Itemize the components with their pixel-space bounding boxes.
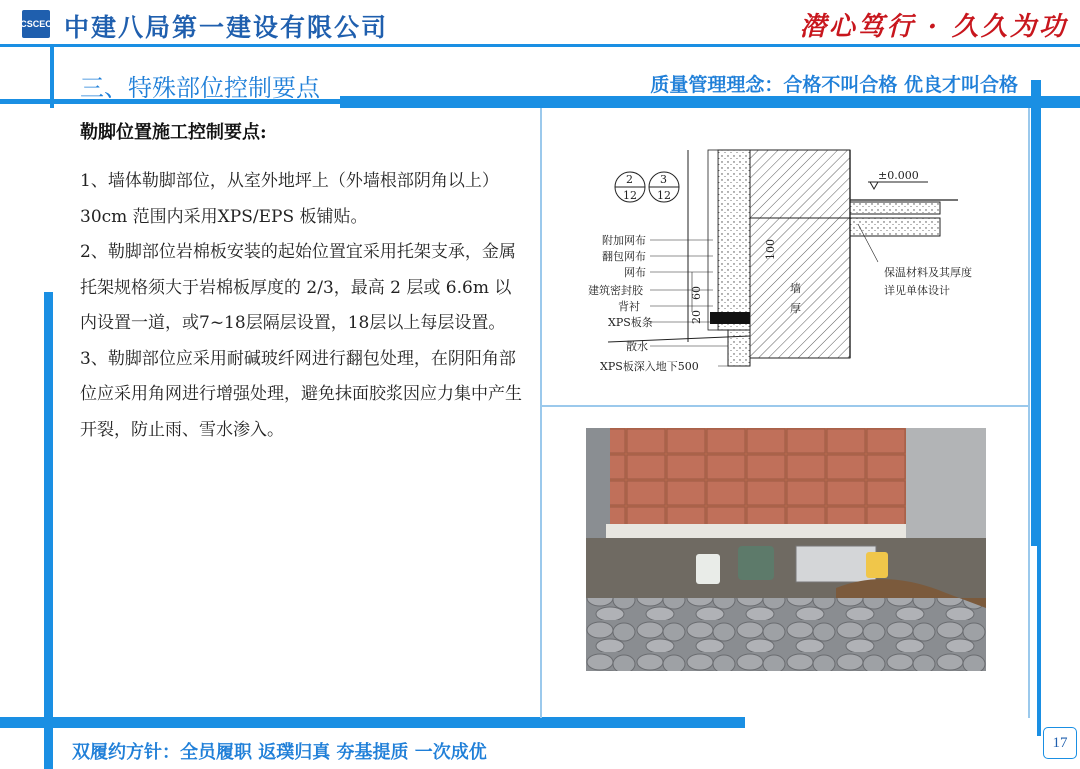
- footer-slogan: 双履约方针：全员履职 返璞归真 夯基提质 一次成优: [72, 742, 487, 763]
- detail-ref-1: [615, 172, 645, 202]
- company-name: 中建八局第一建设有限公司: [64, 13, 389, 42]
- label-wrap-mesh: 翻包网布: [602, 250, 646, 263]
- page-number: 17: [1043, 727, 1077, 759]
- header-rule: [0, 44, 1080, 47]
- company-logo: CSCEC: [22, 10, 50, 38]
- note-line-2: 详见单体设计: [884, 284, 950, 297]
- content-body: [80, 164, 528, 448]
- xps-boards: [606, 428, 906, 528]
- wall-upper: [750, 150, 850, 218]
- dim-wall: 墙: [790, 282, 801, 295]
- detail-ref-1-bottom: 12: [623, 189, 637, 202]
- stone-wall: [586, 598, 986, 671]
- bottom-rule: [0, 717, 745, 728]
- quality-slogan: 质量管理理念：合格不叫合格 优良才叫合格: [650, 74, 1018, 96]
- right-vertical-bottom: [1037, 546, 1041, 736]
- paragraph-1: 1、墙体勒脚部位，从室外地坪上（外墙根部阴角以上）30cm 范围内采用XPS/EPS 板铺贴。: [80, 171, 499, 227]
- section-title: 三、特殊部位控制要点: [80, 74, 320, 102]
- dim-20: 20: [690, 310, 703, 324]
- paragraph-3: 3、勒脚部位应采用耐碱玻纤网进行翻包处理，在阴阳角部位应采用角网进行增强处理，避免抹面胶浆因应力集中产生开裂，防止雨、雪水渗入。: [80, 348, 522, 440]
- label-xps-strip: XPS板条: [608, 316, 653, 329]
- label-apron: 散水: [626, 340, 648, 353]
- site-photo: [586, 428, 986, 671]
- label-additional-mesh: 附加网布: [602, 234, 646, 247]
- center-divider: [540, 108, 542, 718]
- left-vertical-top: [50, 44, 54, 108]
- label-backing: 背衬: [618, 300, 640, 313]
- plinth-detail-drawing: [588, 142, 1008, 377]
- label-sealant: 建筑密封胶: [588, 284, 643, 297]
- dim-60: 60: [690, 286, 703, 300]
- company-motto: 潜心笃行 · 久久为功: [799, 12, 1068, 42]
- right-inner-divider: [1028, 108, 1030, 718]
- paragraph-2: 2、勒脚部位岩棉板安装的起始位置宜采用托架支承，金属托架规格须大于岩棉板厚度的 2/3，最高 2 层或 6.6m 以内设置一道，或7~18层隔层设置，18层以上每层设置。: [80, 242, 516, 333]
- content-subheading: 勒脚位置施工控制要点:: [80, 122, 267, 143]
- xps-underground: [728, 330, 750, 366]
- title-underline-right: [340, 96, 1080, 108]
- insulation-layer: [718, 150, 750, 330]
- xps-strip: [710, 312, 750, 324]
- dim-100: 100: [764, 239, 777, 260]
- detail-ref-2: [649, 172, 679, 202]
- level-mark: ±0.000: [878, 169, 919, 182]
- floor-base: [850, 218, 940, 236]
- left-vertical-bar: [44, 292, 53, 769]
- label-mesh: 网布: [624, 266, 646, 279]
- detail-ref-2-top: 3: [660, 173, 667, 186]
- right-vertical-bar: [1031, 80, 1041, 546]
- detail-ref-2-bottom: 12: [657, 189, 671, 202]
- detail-ref-1-top: 2: [626, 173, 633, 186]
- image-divider: [541, 405, 1029, 407]
- floor-slab: [850, 202, 940, 214]
- label-xps-underground: XPS板深入地下500: [600, 360, 699, 373]
- note-line-1: 保温材料及其厚度: [884, 266, 972, 279]
- dim-thick: 厚: [790, 302, 801, 315]
